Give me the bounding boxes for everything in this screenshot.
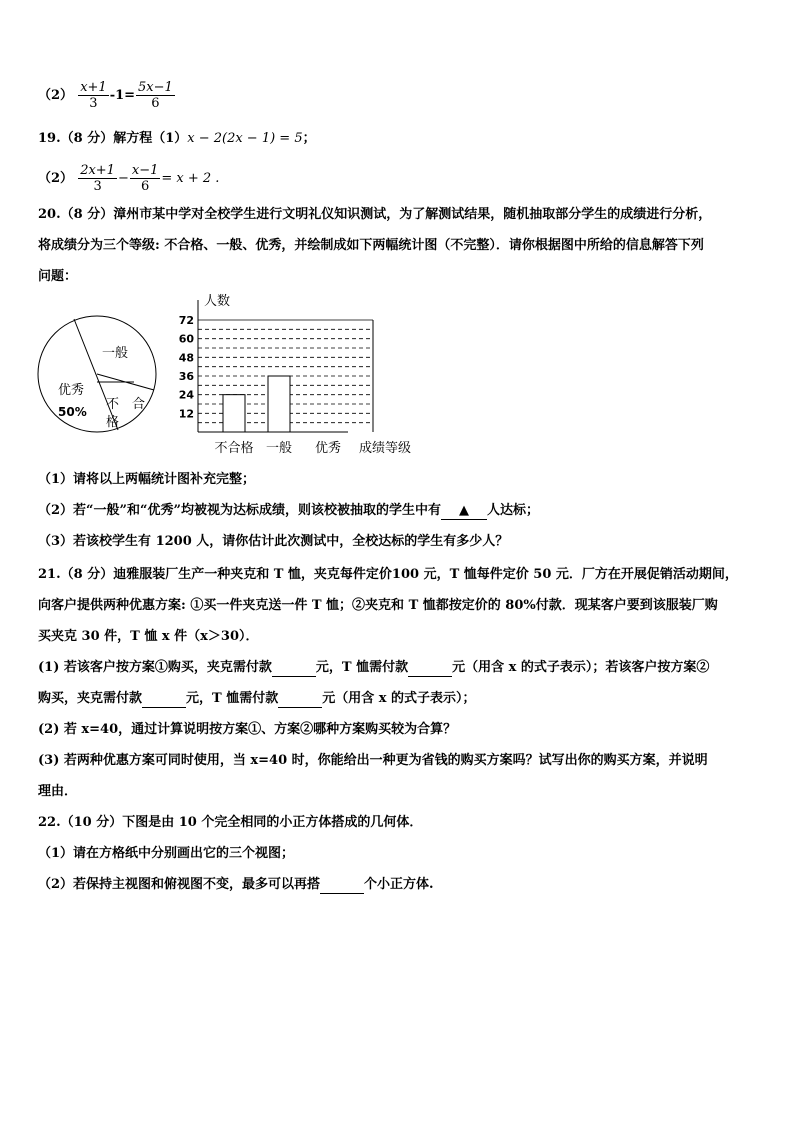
q20-line-1: 20.（8 分）漳州市某中学对全校学生进行文明礼仪知识测试，为了解测试结果，随机抽取部分学生的成绩进行分析， (38, 207, 712, 222)
y-tick-label: 36 (178, 370, 194, 383)
q18-lhs-numerator: x+1 (80, 80, 107, 95)
q21-p1-text-a: (1) 若该客户按方案①购买，夹克需付款 (38, 660, 272, 675)
q22-part1: （1）请在方格纸中分别画出它的三个视图； (38, 846, 295, 861)
q21-part3-line2: 理由． (38, 784, 78, 799)
q20-sub-3: （3）若该校学生有 1200 人，请你估计此次测试中，全校达标的学生有多少人？ (38, 534, 509, 549)
q19-minus: − (117, 171, 129, 186)
q18-lhs-denominator: 3 (89, 96, 98, 111)
x-axis-label: 成绩等级 (359, 441, 412, 456)
y-tick-label: 12 (178, 407, 194, 421)
q18-rhs-denominator: 6 (151, 96, 160, 111)
q19-part2-label: （2） (38, 171, 74, 186)
q21-p1-text-c: 元（用含 x 的式子表示）；若该客户按方案② (452, 660, 710, 675)
q19-b-fraction (130, 163, 161, 194)
q19-b-denominator: 6 (140, 179, 150, 194)
pie-label-fail-1: 不 (106, 397, 120, 412)
q20-answer-blank[interactable] (441, 503, 487, 520)
q19-header-line (38, 131, 316, 147)
x-tick-label: 一般 (265, 441, 293, 456)
q19-header: 19.（8 分）解方程（1） (38, 131, 188, 146)
triangle-icon: ▲ (458, 503, 469, 518)
y-axis-label: 人数 (204, 294, 231, 309)
y-tick-label: 72 (178, 314, 194, 327)
bar (268, 376, 290, 432)
q21-part3-line1: (3) 若两种优惠方案可同时使用，当 x=40 时，你能给出一种更为省钱的购买方案吗？试写出你的购买方案，并说明 (38, 753, 708, 768)
q18-middle: -1= (109, 88, 136, 103)
pie-label-excellent: 优秀 (58, 383, 85, 398)
q22-answer-blank[interactable] (320, 877, 364, 894)
q18-rhs-numerator: 5x−1 (138, 80, 173, 95)
q21-p1-line2-text-b: 元，T 恤需付款 (186, 691, 279, 706)
q19-a-numerator: 2x+1 (80, 163, 115, 178)
q20-line-2: 将成绩分为三个等级: 不合格、一般、优秀，并绘制成如下两幅统计图（不完整）．请你根据图中所给的信息解答下列 (38, 238, 704, 253)
q19-a-denominator: 3 (93, 179, 102, 194)
q20-line-3: 问题： (38, 269, 78, 284)
q18-lhs-fraction (78, 80, 109, 111)
q21-line-3: 买夹克 30 件，T 恤 x 件（x＞30）． (38, 629, 259, 644)
q21-blank-4[interactable] (278, 691, 322, 708)
q20-sub-2-text-a: （2）若“一般”和“优秀”均被视为达标成绩，则该校被抽取的学生中有 (38, 503, 441, 518)
bar (223, 395, 245, 432)
q20-sub-2 (38, 503, 539, 520)
q21-p1-line2-text-c: 元（用含 x 的式子表示）； (322, 691, 476, 706)
q18-part2 (38, 80, 176, 111)
q21-p1-line2-text-a: 购买，夹克需付款 (38, 691, 143, 706)
q19-b-numerator: x−1 (131, 163, 159, 178)
q18-part2-label: （2） (38, 88, 74, 103)
q20-sub-1: （1）请将以上两幅统计图补充完整； (38, 472, 256, 487)
q19-a-fraction (78, 163, 117, 194)
x-tick-label: 优秀 (314, 441, 342, 456)
y-tick-label: 60 (178, 332, 194, 346)
pie-label-fail-3: 格 (106, 415, 120, 430)
q22-p2-text-a: （2）若保持主视图和俯视图不变，最多可以再搭 (38, 877, 321, 892)
q21-part1-line2 (38, 691, 476, 708)
q19-eq1-end: ； (302, 131, 316, 146)
q21-p1-text-b: 元，T 恤需付款 (315, 660, 409, 675)
q19-equation-1: x − 2(2x − 1) = 5 (187, 131, 303, 146)
q21-blank-2[interactable] (408, 660, 452, 677)
q22-p2-text-b: 个小正方体. (364, 877, 434, 892)
q21-blank-3[interactable] (142, 691, 186, 708)
q19-part2 (38, 163, 219, 194)
pie-label-excellent-percent: 50% (58, 405, 87, 419)
q18-rhs-fraction (136, 80, 175, 111)
q21-part2: (2) 若 x=40，通过计算说明按方案①、方案②哪种方案购买较为合算？ (38, 722, 457, 737)
pie-label-general: 一般 (102, 346, 129, 361)
q22-line-1: 22.（10 分）下图是由 10 个完全相同的小正方体搭成的几何体． (38, 815, 423, 830)
q20-sub-2-text-b: 人达标； (486, 503, 539, 518)
q22-part2 (38, 877, 434, 894)
y-tick-label: 24 (178, 388, 194, 402)
q21-blank-1[interactable] (272, 660, 316, 677)
pie-chart (34, 312, 164, 438)
q21-line-2: 向客户提供两种优惠方案: ①买一件夹克送一件 T 恤；②夹克和 T 恤都按定价的 80%付款．现某客户要到该服装厂购 (38, 598, 718, 613)
y-tick-labels (179, 314, 195, 420)
y-tick-label: 48 (178, 351, 194, 365)
q19-rhs: = x + 2 . (161, 171, 220, 186)
q21-part1-line1 (38, 660, 709, 677)
x-tick-labels (214, 440, 341, 456)
x-tick-label: 不合格 (214, 441, 254, 456)
pie-label-fail-2: 合 (132, 397, 146, 412)
bar-chart (168, 290, 428, 460)
q21-line-1: 21.（8 分）迪雅服装厂生产一种夹克和 T 恤，夹克每件定价100 元，T 恤每件定价 50 元．厂方在开展促销活动期间， (38, 567, 738, 582)
